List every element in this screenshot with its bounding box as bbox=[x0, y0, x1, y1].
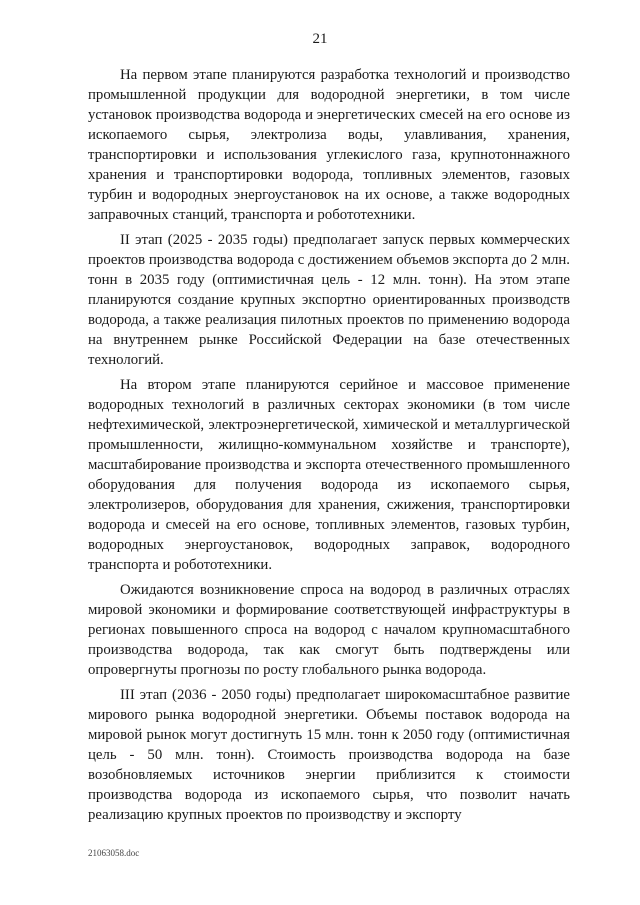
paragraph-stage-two: II этап (2025 - 2035 годы) предполагает запуск первых коммерческих проектов производства водорода с достижением объемов экспорта до 2 млн. тонн в 2035 году (оптимистичная цель - 12 млн. тонн). На этом этапе планируются создание крупных экспортно ориентированных производств водорода, а также реализация пилотных проектов по применению водорода на внутреннем рынке Российской Федерации на базе отечественных технологий. bbox=[88, 232, 570, 368]
paragraph-demand-expectations: Ожидаются возникновение спроса на водород в различных отраслях мировой экономики и формирование соответствующей инфраструктуры в регионах повышенного спроса на водород с началом крупномасштабного производства водорода, так как смогут быть подтверждены или опровергнуты прогнозы по росту глобального рынка водорода. bbox=[88, 582, 570, 678]
paragraph-stage-one-plans: На первом этапе планируются разработка технологий и производство промышленной продукции для водородной энергетики, в том числе установок производства водорода и энергетических смесей на его основе из ископаемого сырья, электролиза воды, улавливания, хранения, транспортировки и использования углекислого газа, крупнотоннажного хранения и транспортировки водорода, топливных элементов, газовых турбин и водородных энергоустановок на их основе, а также водородных заправочных станций, транспорта и робототехники. bbox=[88, 67, 570, 223]
page-number: 21 bbox=[312, 31, 328, 47]
document-body bbox=[88, 65, 570, 830]
paragraph-stage-three: III этап (2036 - 2050 годы) предполагает широкомасштабное развитие мирового рынка водородной энергетики. Объемы поставок водорода на мировой рынок могут достигнуть 15 млн. тонн к 2050 году (оптимистичная цель - 50 млн. тонн). Стоимость производства водорода на базе возобновляемых источников энергии приблизится к стоимости производства водорода из ископаемого сырья, что позволит начать реализацию крупных проектов по производству и экспорту bbox=[88, 687, 570, 823]
footer-file-name: 21063058.doc bbox=[88, 848, 140, 858]
paragraph-stage-two-plans: На втором этапе планируются серийное и массовое применение водородных технологий в различных секторах экономики (в том числе нефтехимической, электроэнергетической, химической и металлургической промышленности, жилищно-коммунальном хозяйстве и транспорте), масштабирование производства и экспорта отечественного промышленного оборудования для получения водорода из ископаемого сырья, электролизеров, оборудования для хранения, сжижения, транспортировки водорода и смесей на его основе, топливных элементов, газовых турбин, водородных энергоустановок, водородных заправок, водородного транспорта и робототехники. bbox=[88, 377, 570, 573]
